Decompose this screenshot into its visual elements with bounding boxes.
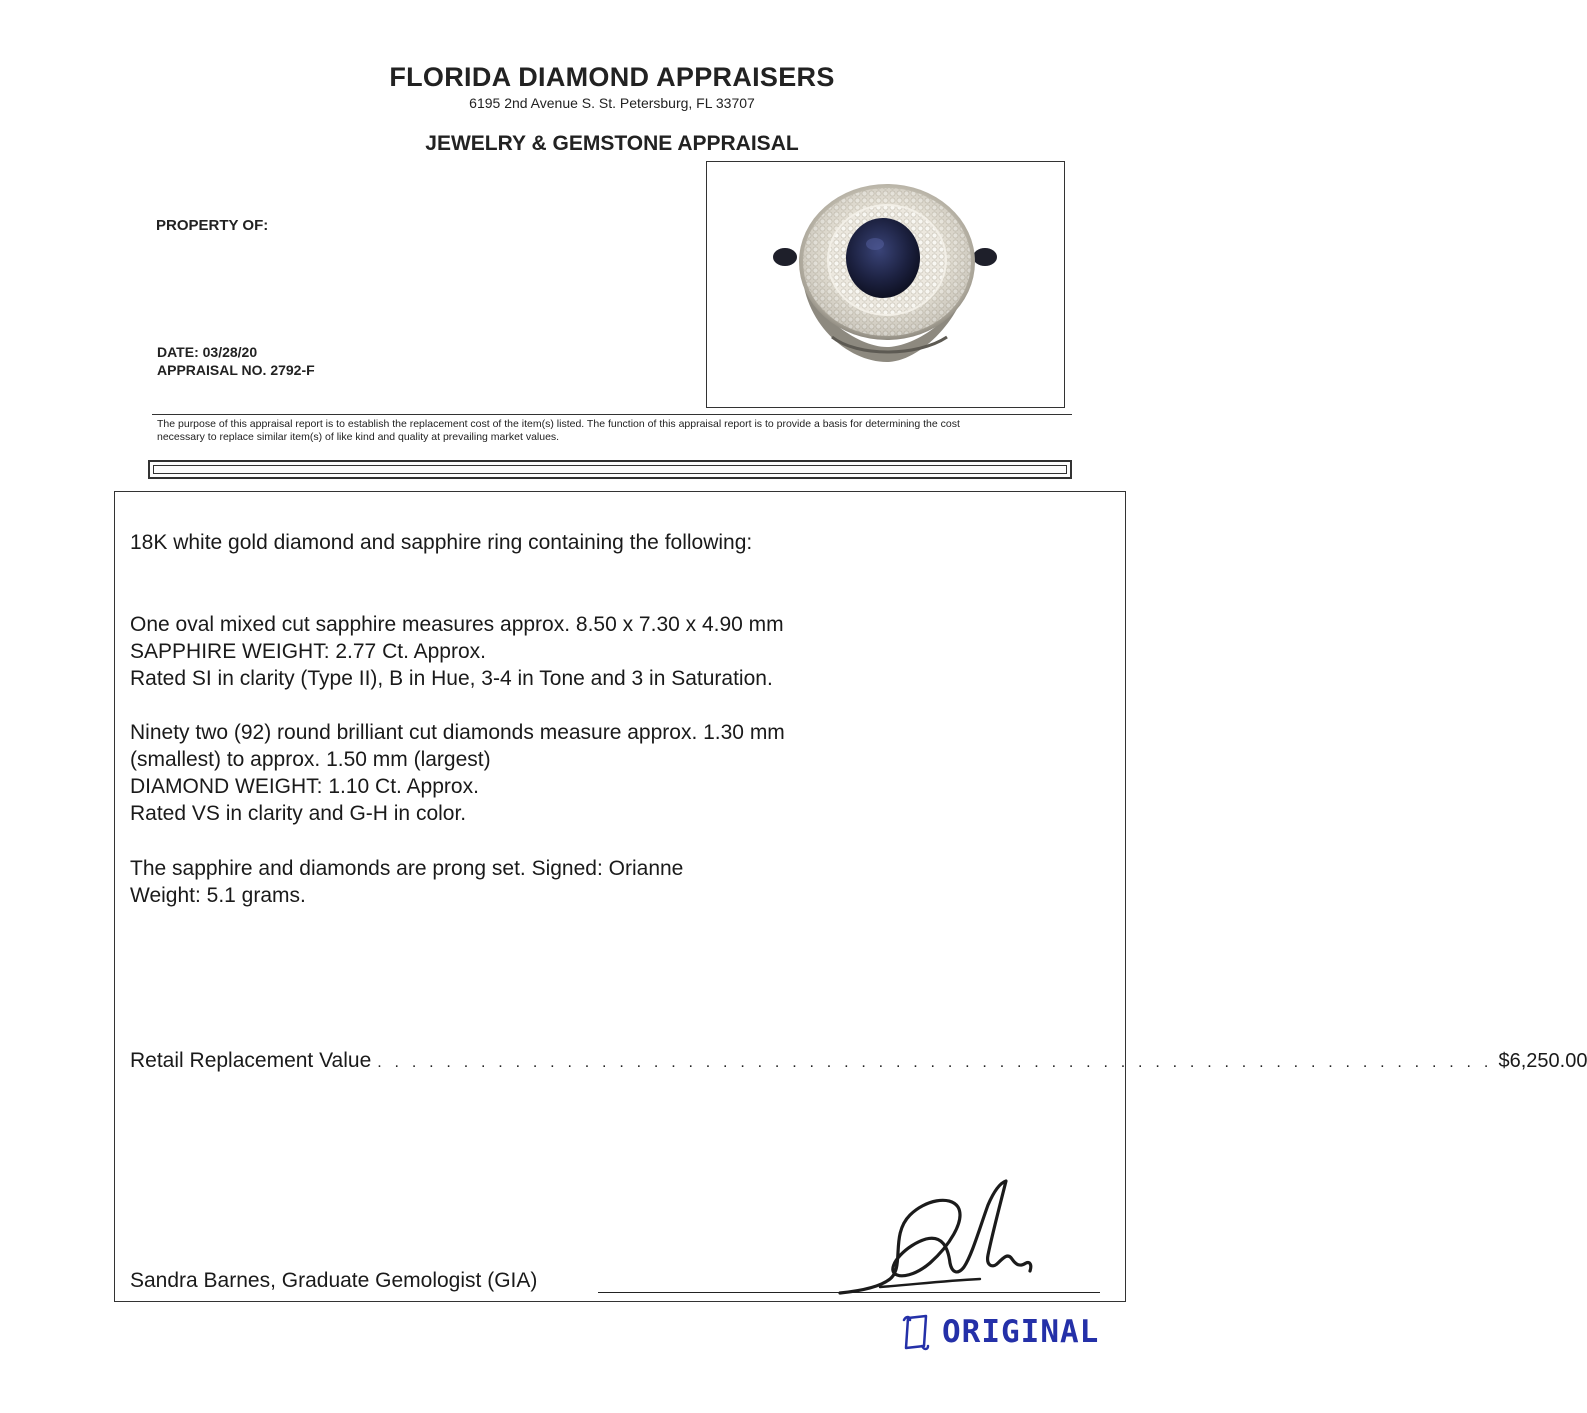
sapphire-line: SAPPHIRE WEIGHT: 2.77 Ct. Approx. bbox=[130, 640, 486, 663]
appraisal-number-value: 2792-F bbox=[270, 362, 315, 378]
item-intro bbox=[130, 529, 752, 556]
replacement-value-row bbox=[130, 1049, 1587, 1073]
ring-photo bbox=[706, 161, 1065, 408]
company-name: FLORIDA DIAMOND APPRAISERS bbox=[389, 62, 835, 92]
ring-photo-image bbox=[707, 162, 1064, 407]
diamond-line: (smallest) to approx. 1.50 mm (largest) bbox=[130, 748, 491, 771]
section-divider-bar bbox=[148, 460, 1072, 479]
property-of-label: PROPERTY OF: bbox=[156, 217, 269, 234]
sapphire-line: Rated SI in clarity (Type II), B in Hue, 3-4 in Tone and 3 in Saturation. bbox=[130, 667, 773, 690]
handwritten-signature bbox=[830, 1175, 1040, 1305]
setting-details bbox=[130, 855, 683, 909]
signature-icon bbox=[830, 1175, 1040, 1305]
document-title: JEWELRY & GEMSTONE APPRAISAL bbox=[425, 132, 799, 155]
diamond-line: Rated VS in clarity and G-H in color. bbox=[130, 802, 467, 825]
replacement-value-amount: $6,250.00 bbox=[1498, 1050, 1587, 1072]
setting-line: Weight: 5.1 grams. bbox=[130, 884, 306, 907]
replacement-value-label: Retail Replacement Value bbox=[130, 1049, 372, 1072]
scroll-icon bbox=[900, 1312, 934, 1352]
diamond-line: Ninety two (92) round brilliant cut diamonds measure approx. 1.30 mm bbox=[130, 721, 785, 744]
stamp-text: ORIGINAL bbox=[942, 1314, 1100, 1350]
setting-line: The sapphire and diamonds are prong set. Signed: Orianne bbox=[130, 857, 684, 880]
appraisal-number-line bbox=[157, 362, 315, 378]
appraisal-number-label: APPRAISAL NO. bbox=[157, 362, 267, 378]
signer-name: Sandra Barnes, Graduate Gemologist (GIA) bbox=[130, 1269, 538, 1292]
purpose-line-2: necessary to replace similar item(s) of like kind and quality at prevailing market values. bbox=[157, 431, 560, 443]
diamond-details bbox=[130, 719, 785, 827]
item-intro-text: 18K white gold diamond and sapphire ring containing the following: bbox=[130, 531, 753, 554]
date-line bbox=[157, 344, 257, 360]
sapphire-line: One oval mixed cut sapphire measures approx. 8.50 x 7.30 x 4.90 mm bbox=[130, 613, 784, 636]
purpose-statement bbox=[157, 418, 1072, 444]
date-value: 03/28/20 bbox=[202, 344, 258, 360]
original-stamp bbox=[900, 1312, 1099, 1352]
company-address: 6195 2nd Avenue S. St. Petersburg, FL 33707 bbox=[469, 95, 755, 111]
purpose-divider bbox=[152, 414, 1072, 415]
dot-leader: . . . . . . . . . . . . . . . . . . . . . . . . . . . . . . . . . . . . . . . . . . . . . . . . . . . . . . . . . . . . . . . . . bbox=[377, 1054, 1493, 1071]
purpose-line-1: The purpose of this appraisal report is to establish the replacement cost of the item(s) listed. The function of this appraisal report is to provide a basis for determining the cost bbox=[157, 418, 960, 430]
sapphire-details bbox=[130, 611, 784, 692]
date-label: DATE: bbox=[157, 344, 199, 360]
diamond-line: DIAMOND WEIGHT: 1.10 Ct. Approx. bbox=[130, 775, 479, 798]
